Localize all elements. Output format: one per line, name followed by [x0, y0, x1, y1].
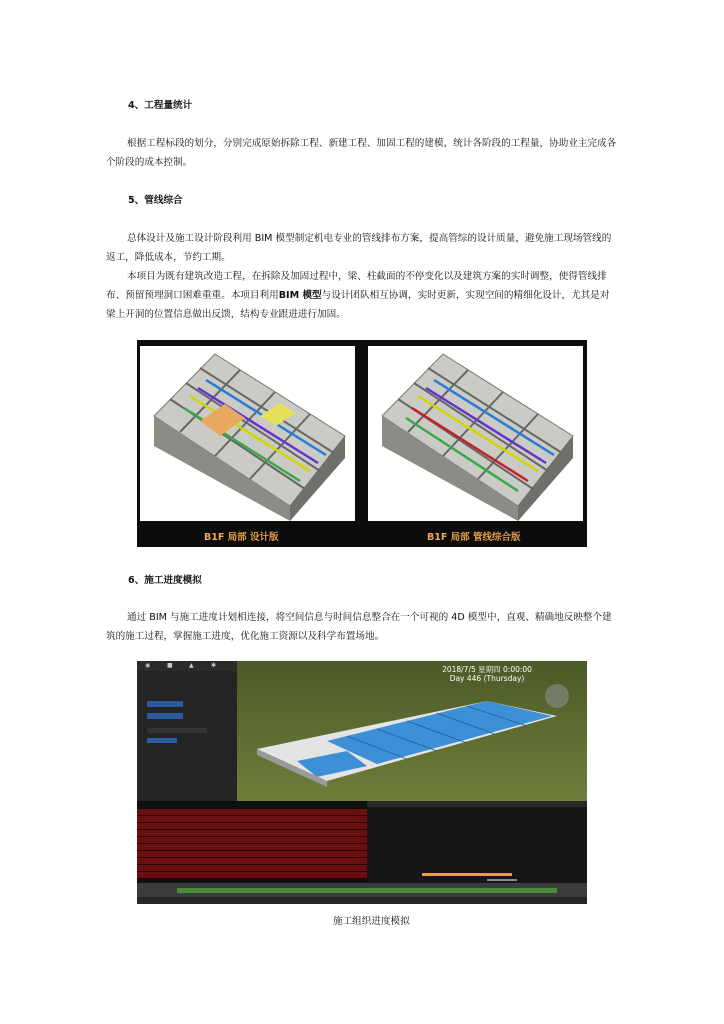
section-5-paragraph-1: 总体设计及施工设计阶段利用 BIM 模型制定机电专业的管线排布方案，提高管综的设计质量，避免施工现场管线的返工，降低成本，节约工期。 — [106, 233, 612, 263]
view-icon: ◉ — [145, 662, 151, 669]
chart-icon: ▲ — [189, 662, 194, 669]
design-version-caption: B1F 局部 设计版 — [204, 532, 279, 543]
mep-coordination-caption: B1F 局部 管线综合版 — [427, 532, 521, 543]
sim-figure-caption: 施工组织进度模拟 — [333, 916, 410, 927]
sim-toolbar — [137, 661, 237, 671]
construction-4d-simulation-screenshot — [137, 661, 587, 904]
section-6-paragraph: 通过 BIM 与施工进度计划相连接，将空间信息与时间信息整合在一个可视的 4D 模型中，直观、精确地反映整个建筑的施工过程，掌握施工进度，优化施工资源以及科学布置场地。 — [106, 612, 612, 642]
paragraph-2-text-b: 与设计团队相互协调，实时更新，实现空间的精细化设计，尤其是对梁上开洞的位置信息做出反馈，结构专业跟进进行加固。 — [106, 290, 610, 320]
section-5-paragraph-2 — [106, 267, 618, 324]
section-6-heading: 6、施工进度模拟 — [128, 575, 202, 586]
settings-icon: ✱ — [211, 662, 217, 669]
paragraph-2-text-a: 本项目为既有建筑改造工程，在拆除及加固过程中，梁、柱截面的不停变化以及建筑方案的实时调整，使得管线排布、预留预埋洞口困难重重。本项目利用 — [106, 271, 607, 301]
section-4-heading: 4、工程量统计 — [128, 100, 193, 111]
sim-gantt-chart — [367, 801, 587, 883]
sim-date-line: 2018/7/5 星期四 0:00:00 — [442, 665, 532, 674]
table-row — [137, 872, 367, 879]
design-version-render — [140, 346, 355, 521]
bim-comparison-figure — [137, 340, 587, 547]
sim-day-line: Day 446 (Thursday) — [449, 674, 525, 683]
sim-status-bar — [137, 897, 587, 904]
layers-icon: ■ — [167, 662, 173, 669]
sim-timeline-slider[interactable] — [137, 883, 587, 897]
sim-3d-viewport — [237, 661, 587, 801]
sim-side-panel — [137, 671, 237, 801]
sim-time-display — [387, 665, 587, 683]
sim-task-table — [137, 801, 367, 883]
section-5-heading: 5、管线综合 — [128, 195, 183, 206]
section-4-paragraph: 根据工程标段的划分，分别完成原始拆除工程、新建工程、加固工程的建模，统计各阶段的工程量，协助业主完成各个阶段的成本控制。 — [106, 138, 617, 168]
bim-model-keyword: BIM 模型 — [278, 290, 322, 301]
mep-coordination-render — [368, 346, 583, 521]
